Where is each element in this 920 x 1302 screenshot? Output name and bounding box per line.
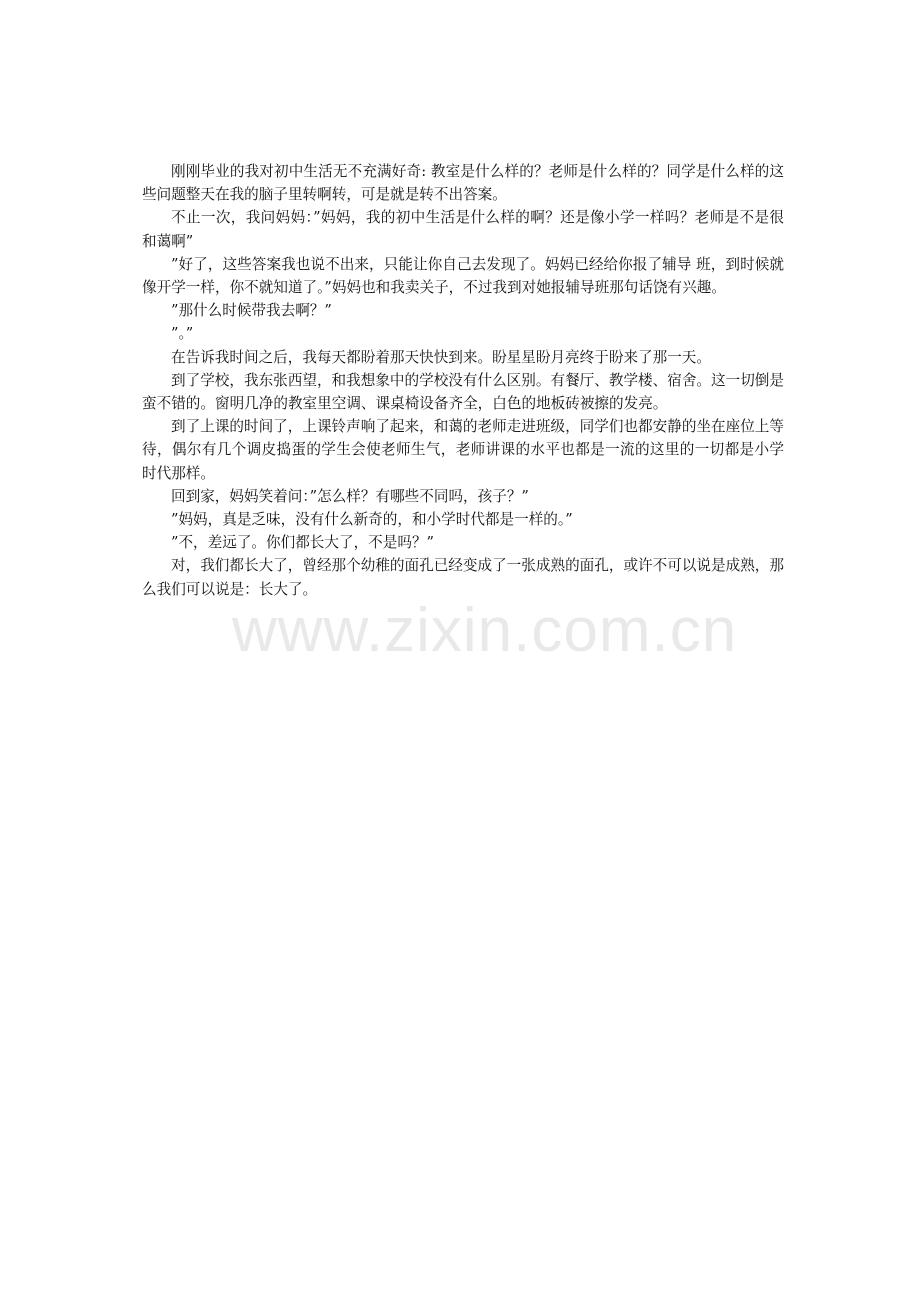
watermark: www.zixin.com.cn [232,596,738,665]
paragraph-1: 刚刚毕业的我对初中生活无不充满好奇: 教室是什么样的？老师是什么样的？同学是什么样的这些问题整天在我的脑子里转啊转，可是就是转不出答案。 [142,163,784,204]
paragraph-7: 到了学校，我东张西望，和我想象中的学校没有什么区别。有餐厅、教学楼、宿舍。这一切倒是蛮不错的。窗明几净的教室里空调、课桌椅设备齐全，白色的地板砖被擦的发亮。 [142,371,784,413]
paragraph-4: ”那什么时候带我去啊？” [171,302,332,320]
paragraph-9: 回到家，妈妈笑着问：”怎么样？有哪些不同吗，孩子？” [171,487,529,505]
article-body [142,160,784,601]
paragraph-10: ”妈妈，真是乏味，没有什么新奇的，和小学时代都是一样的。” [171,511,573,529]
paragraph-3: ”好了，这些答案我也说不出来，只能让你自己去发现了。妈妈已经给你报了辅导 班，到时候就像开学一样，你不就知道了。”妈妈也和我卖关子，不过我到对她报辅导班那句话饶有兴趣。 [142,255,784,297]
paragraph-2: 不止一次，我问妈妈：”妈妈，我的初中生活是什么样的啊？还是像小学一样吗？老师是不是很和蔼啊” [142,209,784,250]
paragraph-5: ”。” [171,325,194,343]
paragraph-11: ”不，差远了。你们都长大了，不是吗？” [171,534,435,552]
paragraph-12: 对，我们都长大了，曾经那个幼稚的面孔已经变成了一张成熟的面孔，或许不可以说是成熟，那么我们可以说是：长大了。 [142,557,784,598]
paragraph-6: 在告诉我时间之后，我每天都盼着那天快快到来。盼星星盼月亮终于盼来了那一天。 [171,348,711,366]
paragraph-8: 到了上课的时间了，上课铃声响了起来，和蔼的老师走进班级，同学们也都安静的坐在座位上等待，偶尔有几个调皮捣蛋的学生会使老师生气，老师讲课的水平也都是一流的这里的一切都是小学时代那样。 [142,418,784,482]
